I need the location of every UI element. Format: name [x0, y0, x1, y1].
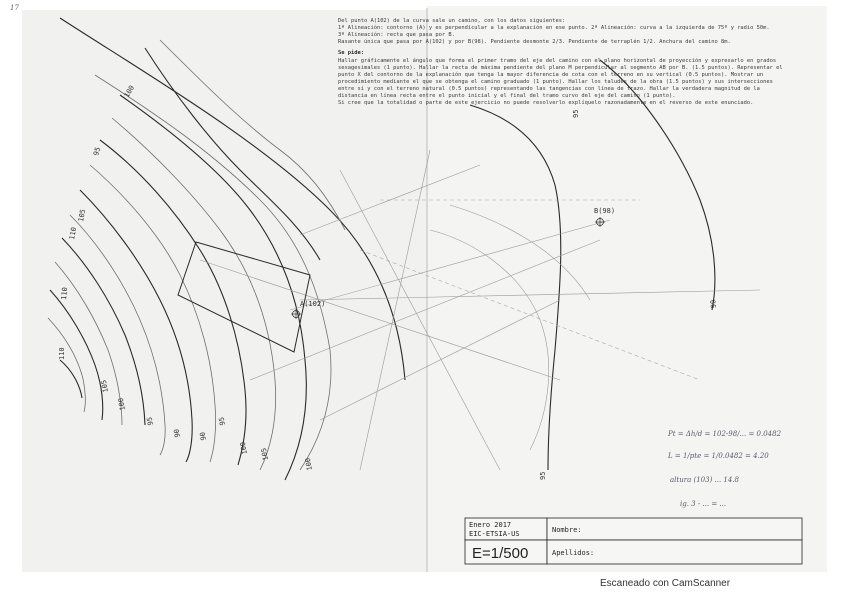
svg-text:3ª Alineación: recta que pasa: 3ª Alineación: recta que pasa por B.	[338, 32, 455, 38]
svg-text:procedimiento mediante el que: procedimiento mediante el que se obtenga el camino graduado (1 punto). Hallar los taludes de la obra (1.5 puntos) y sus intersecciones	[338, 79, 773, 85]
svg-text:95: 95	[217, 416, 227, 427]
surname-field-label: Apellidos:	[552, 549, 595, 557]
svg-text:Del punto A(102) de la curva s: Del punto A(102) de la curva sale un camino, con los datos siguientes:	[338, 18, 566, 24]
svg-text:Pt = Δh/d = 102-98/... = 0.048: Pt = Δh/d = 102-98/... = 0.0482	[668, 430, 782, 438]
title-scale: E=1/500	[472, 545, 529, 562]
svg-text:sexagesimales (1 punto). Halla: sexagesimales (1 punto). Hallar la recta de máxima pendiente del plano M perpendicular al segmento AB por B. (1.5 puntos). Representar el	[338, 65, 783, 71]
svg-text:90: 90	[709, 299, 718, 309]
svg-text:105: 105	[259, 447, 270, 462]
name-field-label: Nombre:	[552, 526, 582, 534]
svg-text:1ª Alineación: contorno (A) y: 1ª Alineación: contorno (A) y es perpendicular a la explanación en ese punto. 2ª Alineación: curva a la izquierda de 75º y radio 50m.	[338, 25, 770, 31]
svg-text:punto X del contorno de la exp: punto X del contorno de la explanación que tenga la mayor diferencia de cota con el terreno en su vertical (0.5 puntos). Mostrar un	[338, 72, 764, 78]
svg-text:L = 1/pte = 1/0.0482 = 4.20: L = 1/pte = 1/0.0482 = 4.20	[668, 452, 769, 460]
corner-mark: 17	[10, 4, 19, 12]
svg-text:Rasante única que pasa por A(1: Rasante única que pasa por A(102) y por B(98). Pendiente desmonte 2/3. Pendiente de terraplén 1/2. Anchura del camino 8m.	[338, 39, 731, 45]
title-block	[465, 518, 802, 564]
svg-text:100: 100	[303, 457, 314, 472]
scanner-watermark: Escaneado con CamScanner	[600, 578, 731, 589]
title-institution: EIC-ETSIA-US	[469, 530, 520, 538]
point-b-label: B(98)	[594, 207, 616, 215]
svg-text:105: 105	[77, 208, 88, 223]
title-date: Enero 2017	[469, 521, 512, 529]
point-a-label: A(102)	[300, 300, 326, 308]
svg-text:105: 105	[99, 379, 110, 394]
svg-text:95: 95	[539, 471, 547, 480]
svg-text:distancia en línea recta entre: distancia en línea recta entre el punto inicial y el final del tramo curvo del eje del camino (1 punto).	[338, 93, 676, 99]
svg-text:Hallar gráficamente el ángulo: Hallar gráficamente el ángulo que forma el primer tramo del eje del camino con el plano horizontal de proyección y expresarlo en grados	[338, 58, 777, 64]
svg-text:95: 95	[572, 109, 580, 118]
svg-text:110: 110	[58, 347, 66, 360]
svg-text:100: 100	[116, 397, 127, 412]
svg-text:110: 110	[60, 286, 70, 301]
svg-text:100: 100	[238, 441, 249, 456]
svg-text:100: 100	[122, 84, 137, 99]
svg-text:altura (103) ... 14.8: altura (103) ... 14.8	[670, 476, 740, 484]
svg-text:90: 90	[172, 428, 182, 439]
svg-text:ig. 3 - ... = ...: ig. 3 - ... = ...	[680, 500, 727, 508]
svg-text:Si cree que la totalidad o par: Si cree que la totalidad o parte de este ejercicio no puede resolverlo explíquelo razonadamente en el reverso de este enunciado.	[338, 100, 754, 106]
svg-text:110: 110	[68, 226, 79, 241]
svg-text:95: 95	[92, 146, 103, 157]
svg-text:90: 90	[198, 431, 208, 442]
svg-text:entre sí y con el terreno natu: entre sí y con el terreno natural (0.5 puntos) representando las tangencias con línea de trazo. Hallar la verdadera magnitud de la	[338, 86, 760, 92]
svg-text:95: 95	[145, 416, 155, 427]
svg-text:Se pide:: Se pide:	[338, 50, 364, 56]
